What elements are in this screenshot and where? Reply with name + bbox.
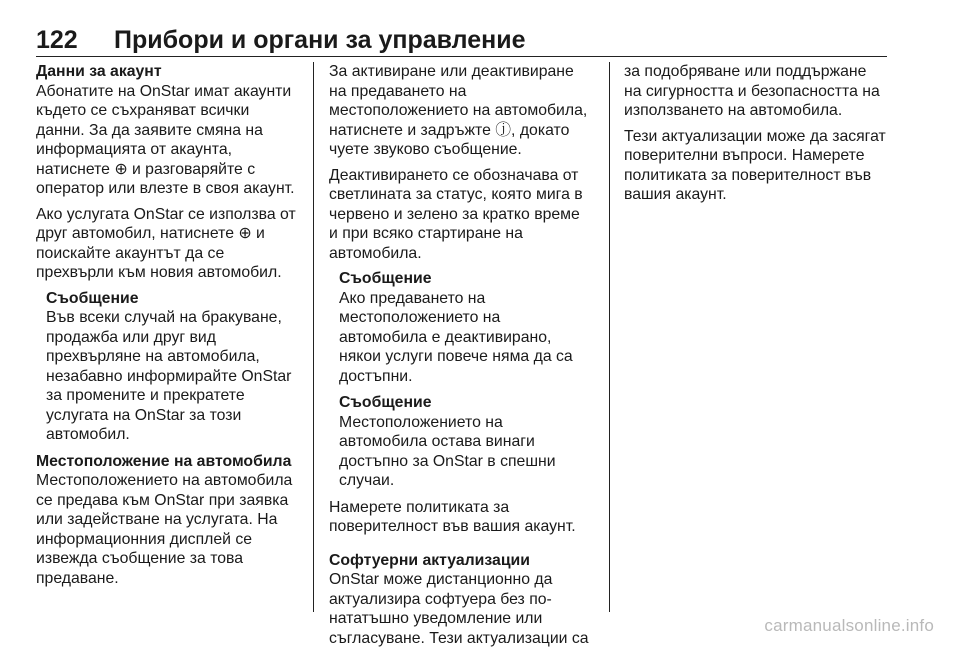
column-1 [36, 62, 304, 594]
note-box [36, 289, 304, 445]
column-divider-1 [313, 62, 314, 612]
paragraph: Абонатите на OnStar имат акаунти където се съхраняват всички данни. За да заявите смяна на информацията от акаунта, натиснете ⊕ и разговаряйте с оператор или влезте в своя акаунт. [36, 82, 295, 197]
paragraph: Деактивирането се обозначава от светлината за статус, която мига в червено и зелено за кратко време и при всяко стартиране на автомобила. [329, 166, 583, 262]
page-title: Прибори и органи за управление [114, 26, 526, 54]
header-rule [36, 56, 887, 57]
paragraph: Местоположението на автомобила се предава към OnStar при заявка или задействане на услугата. На информационния дисплей се извежда съобщение за това предаване. [36, 472, 293, 587]
section-heading-account-data: Данни за акаунт [36, 63, 162, 80]
note-box [329, 393, 601, 491]
page-header [36, 26, 886, 54]
note-text: Във всеки случай на бракуване, продажба или друг вид прехвърляне на автомобила, незабавно информирайте OnStar за промените и прекратете услугата на OnStar за този автомобил. [46, 309, 292, 443]
note-box [329, 269, 601, 386]
paragraph: Ако услугата OnStar се използва от друг автомобил, натиснете ⊕ и поискайте акаунтът да се прехвърли към новия автомобил. [36, 205, 296, 281]
section-heading-vehicle-location: Местоположение на автомобила [36, 452, 292, 470]
column-2 [329, 62, 601, 654]
paragraph: За активиране или деактивиране на предаването на местоположението на автомобила, натиснете и задръжте ⓙ, докато чуете звуково съобщение. [329, 63, 588, 158]
note-text: Местоположението на автомобила остава винаги достъпно за OnStar в спешни случаи. [339, 413, 556, 489]
column-3 [624, 62, 894, 211]
paragraph: Тези актуализации може да засягат поверителни въпроси. Намерете политиката за поверителност във вашия акаунт. [624, 127, 886, 203]
column-divider-2 [609, 62, 610, 612]
watermark: carmanualsonline.info [764, 616, 934, 635]
note-title: Съобщение [46, 289, 139, 307]
note-text: Ако предаването на местоположението на автомобила е деактивирано, някои услуги повече няма да са достъпни. [339, 289, 573, 385]
note-title: Съобщение [339, 270, 432, 287]
section-heading-software-updates: Софтуерни актуализации [329, 551, 530, 569]
paragraph: Намерете политиката за поверителност във вашия акаунт. [329, 498, 576, 535]
page-number: 122 [36, 26, 78, 54]
paragraph: за подобряване или поддържане на сигурността и безопасността на използването на автомобила. [624, 63, 880, 119]
note-title: Съобщение [339, 394, 432, 411]
paragraph: OnStar може дистанционно да актуализира софтуера без по- нататъшно уведомление или съгласуване. Тези актуализации са [329, 571, 589, 647]
